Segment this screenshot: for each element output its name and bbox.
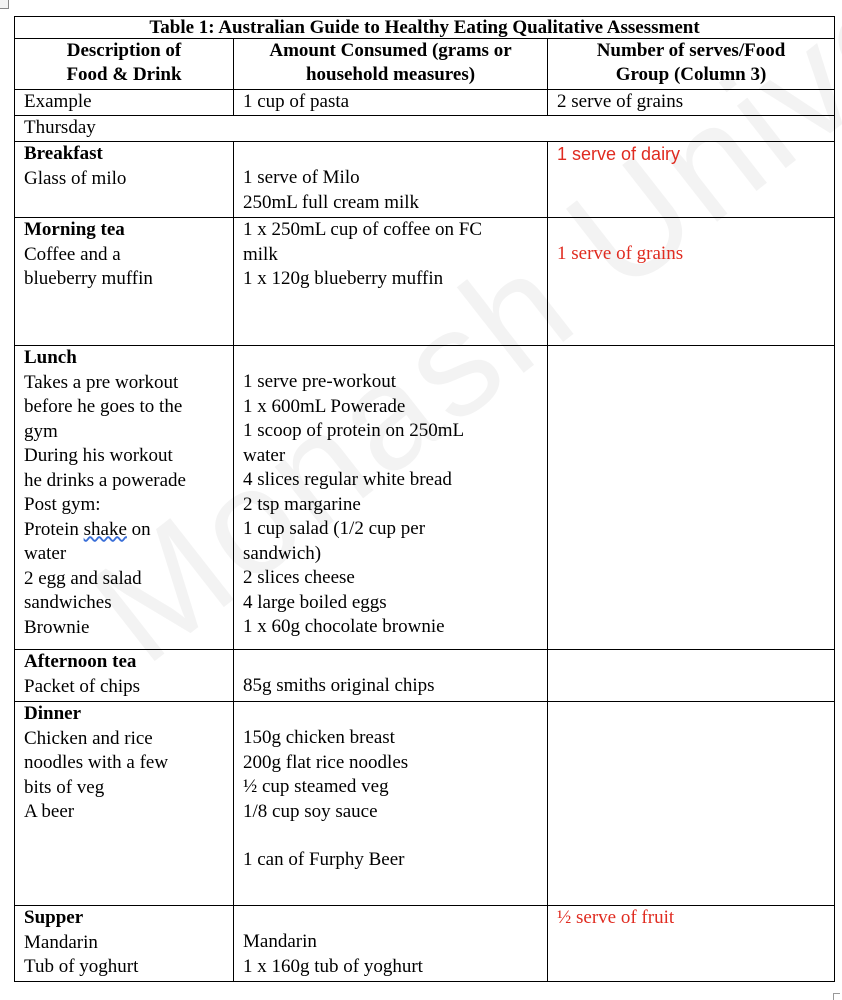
description-line: Mandarin — [24, 931, 98, 953]
description-line: 2 egg and salad — [24, 567, 142, 589]
serves-note: 1 serve of grains — [557, 243, 684, 264]
example-row — [15, 90, 835, 116]
meal-name: Afternoon tea — [24, 651, 137, 672]
amount-line: 1 cup salad (1/2 cup per — [243, 518, 426, 539]
serves-cell — [548, 218, 835, 346]
amount-cell — [234, 346, 548, 650]
amount-line: 4 large boiled eggs — [243, 591, 387, 613]
amount-line: 1 serve pre-workout — [243, 371, 397, 392]
amount-line: 1 serve of Milo — [243, 167, 360, 188]
header-text: Amount Consumed (grams or — [269, 40, 512, 61]
meal-name: Lunch — [24, 347, 77, 368]
spacer — [243, 906, 547, 930]
amount-line: 2 slices cheese — [243, 567, 355, 588]
meal-row-afternoon-tea — [15, 650, 835, 702]
description-line: Post gym: — [24, 494, 101, 515]
spacer — [243, 142, 547, 166]
meal-row-dinner — [15, 702, 835, 906]
description-line: Packet of chips — [24, 675, 141, 697]
amount-line: water — [243, 444, 286, 466]
amount-line: sandwich) — [243, 542, 322, 564]
amount-line: 4 slices regular white bread — [243, 469, 452, 490]
description-line: blueberry muffin — [24, 268, 153, 289]
header-text: Group (Column 3) — [615, 64, 767, 85]
amount-line: 1 x 600mL Powerade — [243, 395, 406, 417]
spacer — [243, 702, 547, 726]
meal-row-morning-tea — [15, 218, 835, 346]
description-line: he drinks a powerade — [24, 469, 186, 491]
amount-cell — [234, 702, 548, 906]
description-cell — [15, 906, 234, 982]
description-cell — [15, 702, 234, 906]
serves-cell — [548, 906, 835, 982]
meal-name: Morning tea — [24, 219, 125, 240]
spellcheck-word: shake — [83, 518, 127, 540]
cell: 1 cup of pasta — [234, 90, 548, 116]
description-line: Tub of yoghurt — [24, 956, 139, 977]
header-row — [15, 39, 835, 90]
header-text: Description of — [66, 40, 182, 61]
description-line: before he goes to the — [24, 396, 183, 417]
table-title: Table 1: Australian Guide to Healthy Eating Qualitative Assessment — [15, 17, 835, 39]
serves-note: ½ serve of fruit — [557, 907, 675, 928]
header-serves — [548, 39, 835, 90]
description-cell — [15, 650, 234, 702]
amount-line: 2 tsp margarine — [243, 493, 361, 515]
word: Protein — [24, 518, 79, 540]
header-text: Number of serves/Food — [596, 40, 786, 61]
description-line: During his workout — [24, 445, 173, 466]
description-cell — [15, 142, 234, 218]
description-line — [24, 518, 233, 543]
amount-cell — [234, 218, 548, 346]
description-cell — [15, 218, 234, 346]
description-line: Chicken and rice — [24, 727, 153, 749]
corner-marker — [833, 993, 840, 1000]
amount-line: 1 scoop of protein on 250mL — [243, 420, 465, 441]
day-label: Thursday — [15, 116, 835, 142]
amount-line: milk — [243, 243, 278, 265]
amount-line: Mandarin — [243, 931, 317, 952]
serves-cell — [548, 702, 835, 906]
corner-marker — [0, 0, 9, 9]
amount-line: 250mL full cream milk — [243, 191, 420, 213]
description-line: A beer — [24, 801, 75, 822]
cell: Example — [15, 90, 234, 116]
amount-line: 1 x 60g chocolate brownie — [243, 616, 445, 637]
header-text: Food & Drink — [66, 64, 182, 85]
amount-line: 1 x 160g tub of yoghurt — [243, 955, 423, 977]
description-line: noodles with a few — [24, 752, 169, 773]
meal-row-supper — [15, 906, 835, 982]
description-line: sandwiches — [24, 592, 112, 613]
description-line: gym — [24, 420, 58, 442]
amount-line: 1 x 120g blueberry muffin — [243, 268, 444, 289]
description-line: Takes a pre workout — [24, 371, 179, 393]
description-line: water — [24, 543, 67, 564]
meal-name: Supper — [24, 907, 84, 928]
serves-note: 1 serve of dairy — [557, 144, 681, 164]
meal-name: Dinner — [24, 703, 81, 724]
amount-cell — [234, 906, 548, 982]
word: on — [131, 518, 151, 540]
serves-cell — [548, 650, 835, 702]
meal-row-breakfast — [15, 142, 835, 218]
spacer — [243, 650, 547, 674]
amount-cell — [234, 650, 548, 702]
amount-cell — [234, 142, 548, 218]
header-description — [15, 39, 234, 90]
serves-cell — [548, 346, 835, 650]
description-line: Coffee and a — [24, 243, 121, 265]
amount-line: 150g chicken breast — [243, 727, 395, 748]
title-row — [15, 17, 835, 39]
description-line: Glass of milo — [24, 167, 127, 189]
amount-line: 1/8 cup soy sauce — [243, 800, 378, 822]
day-row — [15, 116, 835, 142]
amount-line: 1 x 250mL cup of coffee on FC — [243, 219, 483, 240]
spacer — [243, 824, 547, 848]
amount-line: 200g flat rice noodles — [243, 751, 409, 773]
description-line: Brownie — [24, 616, 90, 638]
amount-line: 85g smiths original chips — [243, 675, 435, 696]
description-line: bits of veg — [24, 776, 105, 798]
meal-row-lunch — [15, 346, 835, 650]
assessment-table — [14, 16, 835, 982]
amount-line: 1 can of Furphy Beer — [243, 849, 405, 870]
serves-cell — [548, 142, 835, 218]
header-text: household measures) — [305, 64, 476, 85]
description-cell — [15, 346, 234, 650]
cell: 2 serve of grains — [548, 90, 835, 116]
header-amount — [234, 39, 548, 90]
amount-line: ½ cup steamed veg — [243, 776, 389, 797]
meal-name: Breakfast — [24, 143, 103, 164]
spacer — [557, 218, 834, 242]
spacer — [243, 346, 547, 370]
